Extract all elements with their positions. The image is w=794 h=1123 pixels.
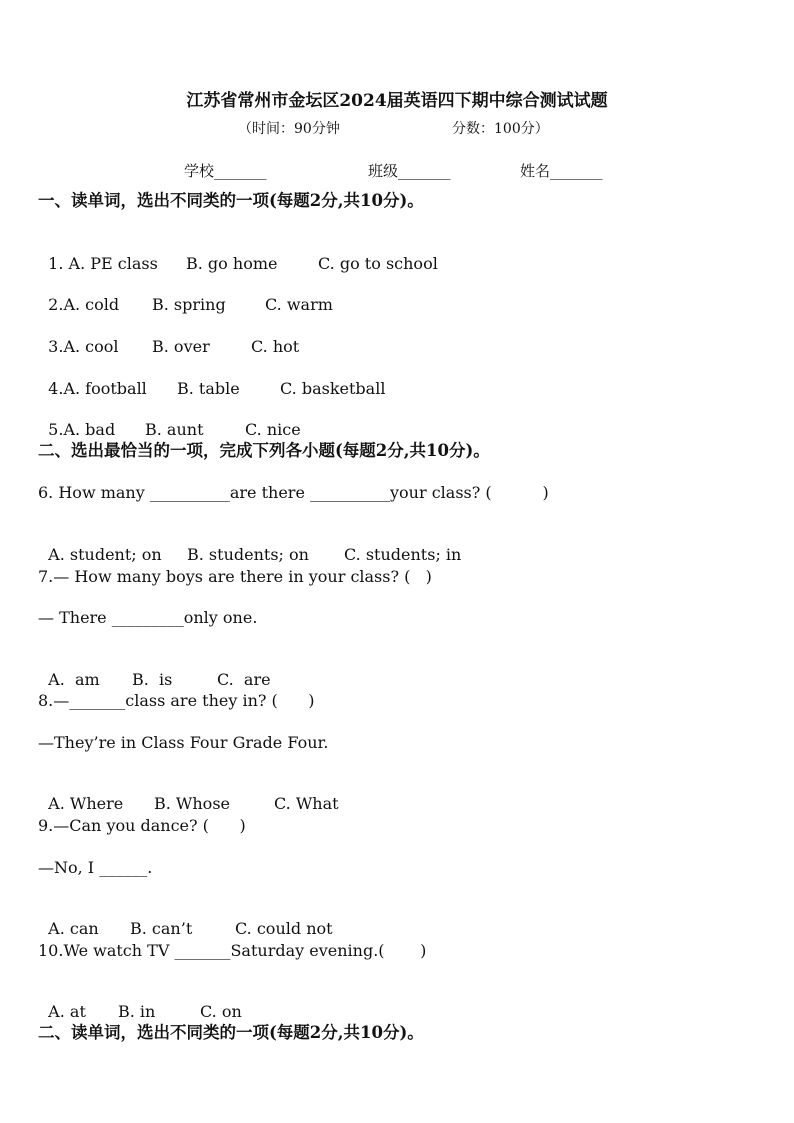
- q8-option-a: A. Where: [48, 794, 124, 813]
- question-6: 6. How many __________are there __________your class? ( ): [38, 483, 549, 502]
- name-field: 姓名_______: [520, 162, 603, 180]
- q1-option-b: B. go home: [186, 254, 278, 273]
- question-7-options: [38, 650, 271, 690]
- school-field: 学校_______: [184, 162, 267, 180]
- question-4: [38, 359, 386, 399]
- q2-option-b: B. spring: [152, 295, 226, 314]
- q9-option-b: B. can’t: [130, 919, 193, 938]
- q4-option-a: 4.A. football: [48, 379, 147, 398]
- question-7-answer: — There _________only one.: [38, 608, 258, 627]
- question-9-options: [38, 899, 333, 939]
- exam-time: （时间：90分钟: [238, 121, 340, 137]
- exam-score: 分数：100分）: [452, 121, 549, 137]
- q10-option-a: A. at: [48, 1002, 86, 1021]
- q8-option-b: B. Whose: [154, 794, 230, 813]
- q7-option-a: A. am: [48, 670, 100, 689]
- q1-option-a: 1. A. PE class: [48, 254, 158, 273]
- q10-option-b: B. in: [118, 1002, 156, 1021]
- question-8-answer: —They’re in Class Four Grade Four.: [38, 733, 329, 752]
- q5-option-c: C. nice: [245, 420, 301, 439]
- q8-option-c: C. What: [274, 794, 339, 813]
- question-8: 8.—_______class are they in? ( ): [38, 691, 315, 710]
- q1-option-c: C. go to school: [318, 254, 438, 273]
- q5-option-b: B. aunt: [145, 420, 204, 439]
- q6-option-c: C. students; in: [344, 545, 462, 564]
- q9-option-a: A. can: [48, 919, 99, 938]
- q3-option-b: B. over: [152, 337, 210, 356]
- question-5: [38, 400, 301, 440]
- q7-option-b: B. is: [132, 670, 173, 689]
- class-field: 班级_______: [368, 162, 451, 180]
- q3-option-a: 3.A. cool: [48, 337, 119, 356]
- section-2-heading: 二、选出最恰当的一项，完成下列各小题(每题2分,共10分)。: [38, 441, 490, 460]
- q6-option-a: A. student; on: [48, 545, 162, 564]
- question-6-options: [38, 525, 462, 565]
- section-1-heading: 一、读单词，选出不同类的一项(每题2分,共10分)。: [38, 191, 424, 210]
- page-title: 江苏省常州市金坛区2024届英语四下期中综合测试试题: [186, 91, 608, 111]
- question-10: 10.We watch TV _______Saturday evening.( ): [38, 941, 427, 960]
- question-10-options: [38, 982, 242, 1022]
- question-1: [38, 234, 438, 274]
- q4-option-b: B. table: [177, 379, 240, 398]
- question-2: [38, 275, 333, 315]
- section-3-heading: 二、读单词，选出不同类的一项(每题2分,共10分)。: [38, 1023, 424, 1042]
- q9-option-c: C. could not: [235, 919, 333, 938]
- question-9-answer: —No, I ______.: [38, 858, 153, 877]
- q2-option-c: C. warm: [265, 295, 333, 314]
- q10-option-c: C. on: [200, 1002, 242, 1021]
- question-9: 9.—Can you dance? ( ): [38, 816, 246, 835]
- question-7: 7.— How many boys are there in your class? ( ): [38, 567, 432, 586]
- q3-option-c: C. hot: [251, 337, 300, 356]
- q6-option-b: B. students; on: [187, 545, 309, 564]
- q2-option-a: 2.A. cold: [48, 295, 120, 314]
- q5-option-a: 5.A. bad: [48, 420, 116, 439]
- q7-option-c: C. are: [217, 670, 271, 689]
- question-8-options: [38, 774, 339, 814]
- q4-option-c: C. basketball: [280, 379, 386, 398]
- question-3: [38, 317, 300, 357]
